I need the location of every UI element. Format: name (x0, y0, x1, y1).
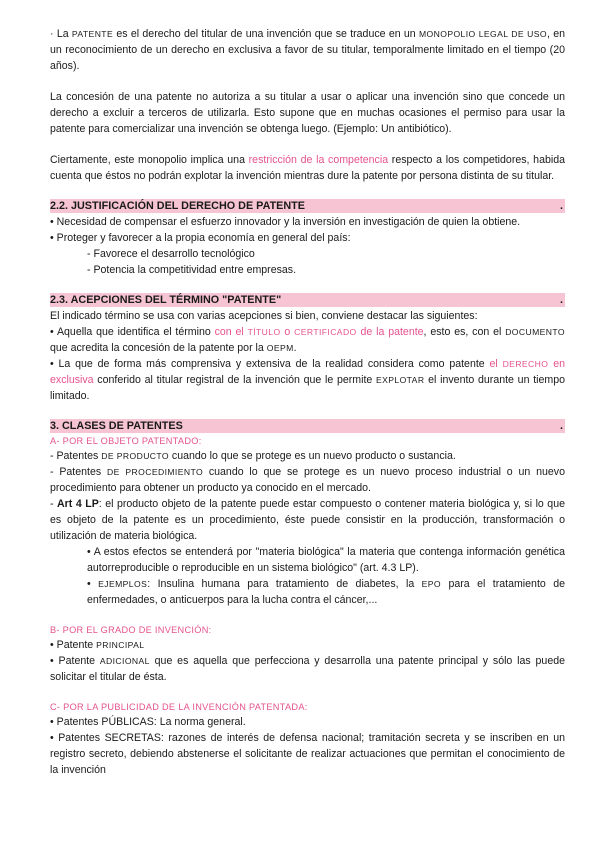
document-page (50, 26, 565, 778)
list-item: • Patentes SECRETAS: razones de interés de defensa nacional; tramitación secreta y se inscriben en un registro secreto, debiendo abstenerse el solicitante de realizar actuaciones que permitan el conocimiento de la invención (50, 732, 565, 776)
term-producto: DE PRODUCTO (101, 451, 169, 461)
heading-2-3 (50, 293, 565, 307)
heading-dot: . (560, 200, 563, 212)
highlight-derecho: el DERECHO en exclusiva (50, 358, 565, 386)
term-patente: PATENTE (71, 29, 114, 39)
heading-dot: . (560, 294, 563, 306)
sub-item: - Potencia la competitividad entre empresas. (87, 264, 297, 276)
text: Ciertamente, este monopolio implica una (50, 154, 249, 166)
bullet: • Proteger y favorecer a la propia economía en general del país: (50, 232, 351, 244)
subheading-c: C- POR LA PUBLICIDAD DE LA INVENCIÓN PATENTADA: (50, 702, 308, 712)
list-item: - Art 4 LP: el producto objeto de la patente puede estar compuesto o contener materia biológica y, si lo que es objeto de la patente es un procedimiento, éste puede consistir en la producción, transformación o utilización de materia biológica. (50, 498, 565, 542)
text: es el derecho del titular de una invención que se traduce en un (113, 28, 419, 40)
term-monopolio: MONOPOLIO LEGAL DE USO (419, 29, 547, 39)
text: respecto a los competidores, habida cuenta que éstos no podrán explotar la invención mientras dure la patente por persona distinta de su titular. (50, 154, 565, 182)
highlight-restriccion: restricción de la competencia (248, 154, 389, 166)
bullet (50, 324, 565, 356)
text: , esto es, con el (423, 326, 506, 338)
term-adicional: ADICIONAL (99, 656, 150, 666)
heading-dot: . (560, 420, 563, 432)
subheading-b: B- POR EL GRADO DE INVENCIÓN: (50, 625, 212, 635)
text: conferido al titular registral de la invención que le permite (93, 374, 377, 386)
text: que acredita la concesión de la patente por la (50, 342, 267, 354)
term-principal: PRINCIPAL (96, 640, 145, 650)
intro-paragraph-1 (50, 26, 565, 74)
text: • Aquella que identifica el término (50, 326, 215, 338)
list-item: • Patentes PÚBLICAS: La norma general. (50, 716, 246, 728)
intro-paragraph-3 (50, 152, 565, 184)
heading-2-2 (50, 199, 565, 213)
paragraph: El indicado término se usa con varias acepciones si bien, conviene destacar las siguientes: (50, 310, 478, 322)
term-epo: EPO (421, 579, 442, 589)
text: , en un reconocimiento de un derecho en exclusiva a favor de su titular, temporalmente limitado en el tiempo (20 años). (50, 28, 566, 72)
term-ejemplos: EJEMPLOS (98, 579, 148, 589)
text: • La que de forma más comprensiva y extensiva de la realidad considera como patente (50, 358, 490, 370)
term-documento: DOCUMENTO (505, 327, 565, 337)
list-item: - Patentes DE PRODUCTO cuando lo que se protege es un nuevo producto o sustancia. (50, 450, 456, 462)
bullet: • Necesidad de compensar el esfuerzo innovador y la inversión en investigación de quien la obtiene. (50, 216, 521, 228)
intro-paragraph-2: La concesión de una patente no autoriza a su titular a usar o aplicar una invención sino que concede un derecho a excluir a terceros de utilizarla. Esto supone que en muchas ocasiones el permiso para usar la patente para comercializar una invención se obtenga luego. (Ejemplo: Un antibiótico). (50, 91, 565, 135)
term-oepm: OEPM (266, 343, 294, 353)
list-item: • Patente ADICIONAL que es aquella que perfecciona y desarrolla una patente principal y sólo las puede solicitar el titular de ésta. (50, 655, 565, 683)
bullet (50, 356, 565, 404)
text: · La (50, 28, 72, 40)
subheading-a: A- POR EL OBJETO PATENTADO: (50, 436, 202, 446)
text: el invento durante un tiempo limitado. (50, 374, 565, 402)
heading-title: 2.2. JUSTIFICACIÓN DEL DERECHO DE PATENTE (50, 200, 305, 212)
list-item: • Patente PRINCIPAL (50, 639, 145, 651)
heading-title: 2.3. ACEPCIONES DEL TÉRMINO "PATENTE" (50, 294, 282, 306)
heading-title: 3. CLASES DE PATENTES (50, 420, 183, 432)
highlight-titulo: con el TÍTULO o CERTIFICADO de la patente (214, 326, 424, 338)
nested-bullet: • EJEMPLOS: Insulina humana para tratamiento de diabetes, la EPO para el tratamiento de enfermedades, o anticuerpos para la lucha contra el cáncer,... (87, 578, 566, 606)
heading-3 (50, 419, 565, 433)
text: . (293, 342, 297, 354)
list-item: - Patentes DE PROCEDIMIENTO cuando lo que se protege es un nuevo proceso industrial o un nuevo procedimiento para obtener un producto ya conocido en el mercado. (50, 466, 565, 494)
term-art-4-lp: Art 4 LP (57, 498, 99, 510)
term-procedimiento: DE PROCEDIMIENTO (107, 467, 204, 477)
nested-bullet: • A estos efectos se entenderá por "materia biológica" la materia que contenga información genética autorreproducible o reproducible en un sistema biológico" (art. 4.3 LP). (87, 546, 565, 574)
term-explotar: EXPLOTAR (376, 375, 425, 385)
sub-item: - Favorece el desarrollo tecnológico (87, 248, 255, 260)
